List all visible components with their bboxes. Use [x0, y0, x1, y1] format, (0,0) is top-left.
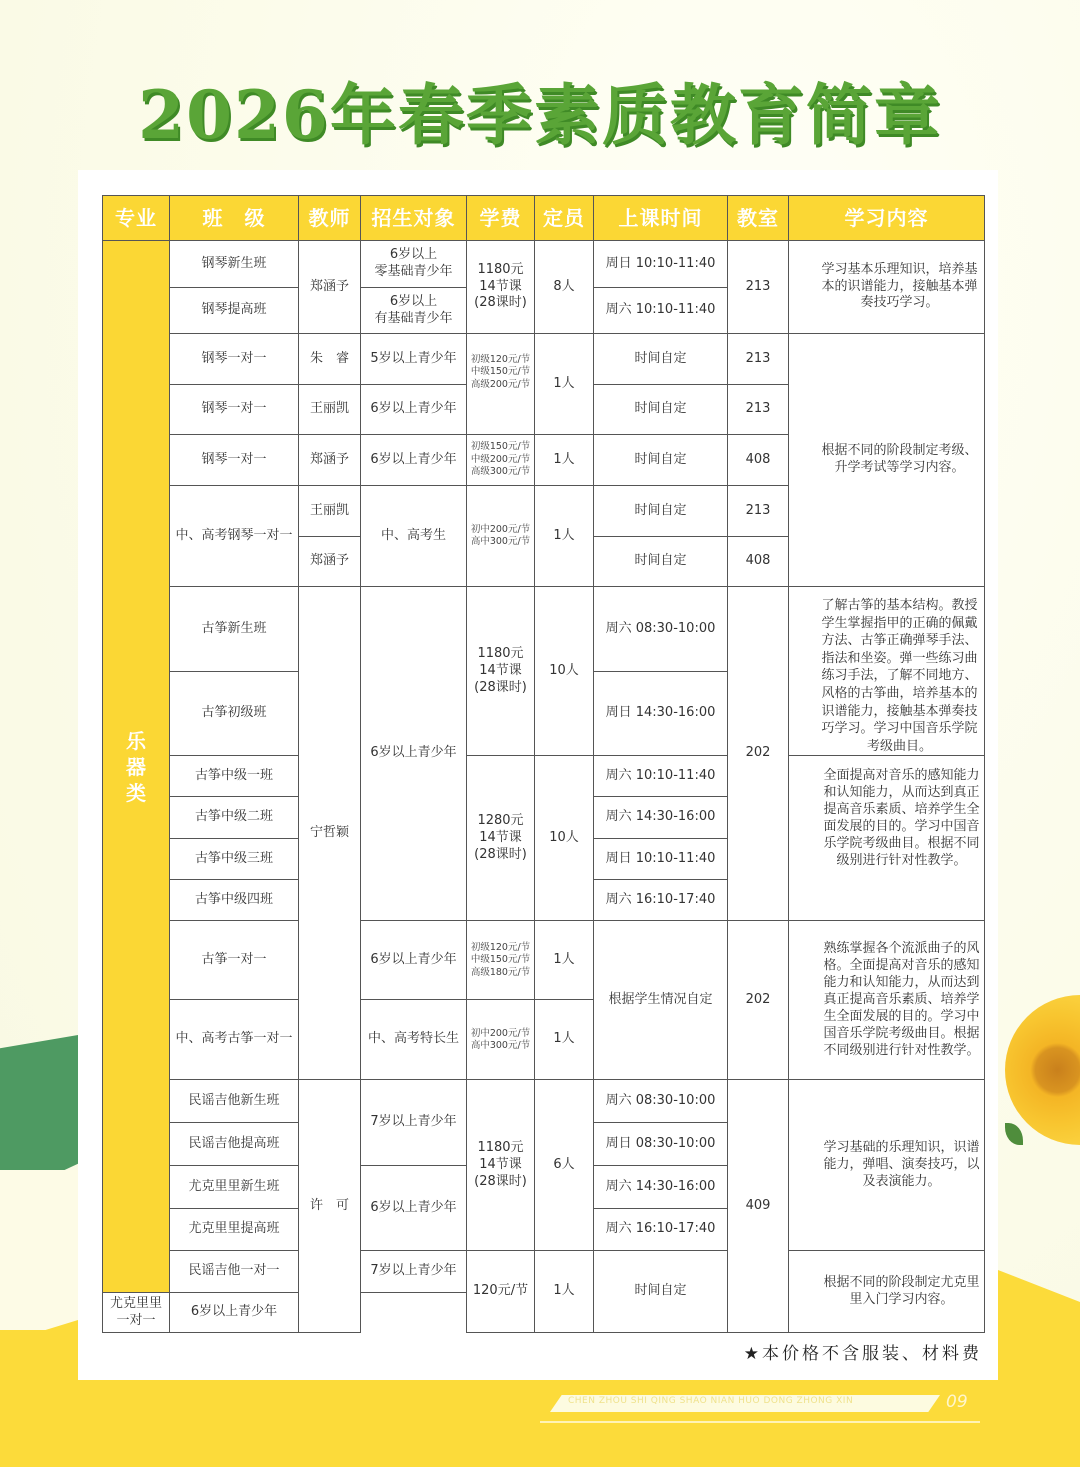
target: 6岁以上青少年	[361, 1166, 467, 1251]
content-text: 根据不同的阶段制定考级、升学考试等学习内容。	[821, 443, 978, 475]
header-teacher: 教师	[299, 196, 361, 241]
content-text: 学习基本乐理知识，培养基本的识谱能力，接触基本弹奏技巧学习。	[821, 261, 978, 311]
fee: 120元/节	[467, 1251, 535, 1333]
fee-line: 1180元	[477, 261, 524, 277]
footer-divider	[540, 1421, 980, 1423]
sunflower-petals-icon	[1005, 995, 1080, 1145]
target: 中、高考特长生	[361, 1000, 467, 1080]
fee-line: 高中300元/节	[470, 1039, 531, 1051]
fee-line: 初级120元/节	[470, 354, 531, 365]
teacher: 郑涵予	[299, 435, 361, 486]
fee-line: 高级300元/节	[470, 466, 531, 478]
teacher: 郑涵予	[299, 537, 361, 587]
fee	[467, 435, 535, 486]
fee	[467, 921, 535, 1000]
capacity: 10人	[535, 587, 594, 756]
schedule: 周六 14:30-16:00	[594, 1166, 728, 1209]
room: 409	[728, 1080, 789, 1333]
schedule: 周六 08:30-10:00	[594, 587, 728, 672]
room: 202	[728, 921, 789, 1080]
target	[361, 288, 467, 334]
capacity: 10人	[535, 756, 594, 921]
fee	[467, 1080, 535, 1251]
target-line: 6岁以上	[389, 293, 438, 309]
content-text: 根据不同的阶段制定尤克里里入门学习内容。	[823, 1274, 980, 1307]
fee-line: 高中300元/节	[470, 536, 531, 547]
class-name: 钢琴一对一	[170, 385, 299, 435]
target-line: 6岁以上	[389, 247, 438, 263]
sunflower-image	[1005, 995, 1080, 1145]
class-name: 中、高考钢琴一对一	[170, 486, 299, 587]
table-row	[103, 241, 985, 288]
table-header-row	[103, 196, 985, 241]
capacity: 1人	[535, 435, 594, 486]
capacity: 1人	[535, 921, 594, 1000]
page-number: 09	[946, 1392, 968, 1412]
room: 213	[728, 486, 789, 537]
schedule: 周六 16:10-17:40	[594, 1209, 728, 1251]
target: 6岁以上青少年	[361, 435, 467, 486]
schedule: 时间自定	[594, 334, 728, 385]
fee-line: 中级150元/节	[470, 954, 531, 966]
header-class: 班 级	[170, 196, 299, 241]
fee-line: 高级200元/节	[470, 378, 531, 390]
teacher: 王丽凯	[299, 385, 361, 435]
class-name: 钢琴新生班	[170, 241, 299, 288]
category-cell	[103, 241, 170, 1293]
target: 7岁以上青少年	[361, 1080, 467, 1166]
schedule: 时间自定	[594, 486, 728, 537]
table-row	[103, 1251, 985, 1293]
fee-line: 初级150元/节	[470, 441, 531, 453]
category-label: 乐器类	[126, 728, 146, 805]
class-name: 尤克里里提高班	[170, 1209, 299, 1251]
class-name: 古筝中级一班	[170, 756, 299, 797]
capacity: 1人	[535, 1251, 594, 1333]
class-name: 尤克里里新生班	[170, 1166, 299, 1209]
fee	[467, 486, 535, 587]
capacity: 1人	[535, 486, 594, 587]
class-name: 古筝中级四班	[170, 880, 299, 921]
header-fee: 学费	[467, 196, 535, 241]
room: 213	[728, 241, 789, 334]
course-table	[102, 195, 985, 1333]
fee	[467, 756, 535, 921]
class-name: 古筝一对一	[170, 921, 299, 1000]
fee	[467, 587, 535, 756]
header-major: 专业	[103, 196, 170, 241]
schedule: 周六 14:30-16:00	[594, 797, 728, 839]
table-row	[103, 334, 985, 385]
content-text: 全面提高对音乐的感知能力和认知能力，从而达到真正提高音乐素质、培养学生全面发展的目的。学习中国音乐学院考级曲目。根据不同级别进行针对性教学。	[823, 768, 980, 868]
header-target: 招生对象	[361, 196, 467, 241]
decorative-cream-band	[0, 1170, 78, 1350]
header-capacity: 定员	[535, 196, 594, 241]
fee-line: 14节课	[479, 278, 522, 294]
room: 202	[728, 587, 789, 921]
content-text: 学习基础的乐理知识，识谱能力，弹唱、演奏技巧，以及表演能力。	[823, 1140, 980, 1189]
teacher: 王丽凯	[299, 486, 361, 537]
header-room: 教室	[728, 196, 789, 241]
fee-line: 1180元	[477, 1140, 524, 1155]
schedule: 周日 10:10-11:40	[594, 241, 728, 288]
class-name: 民谣吉他一对一	[170, 1251, 299, 1293]
class-name: 尤克里里一对一	[103, 1293, 170, 1333]
content	[789, 921, 985, 1080]
target-line: 有基础青少年	[374, 310, 453, 326]
room: 213	[728, 385, 789, 435]
room: 408	[728, 537, 789, 587]
schedule: 时间自定	[594, 435, 728, 486]
schedule: 周日 14:30-16:00	[594, 672, 728, 756]
content	[789, 587, 985, 756]
fee-line: 14节课	[479, 662, 522, 678]
fee-line: (28课时)	[474, 295, 527, 311]
fee-line: 初级120元/节	[470, 941, 531, 953]
fee-line: (28课时)	[474, 846, 527, 862]
content-text: 了解古筝的基本结构。教授学生掌握指甲的正确的佩戴方法、古筝正确弹琴手法、指法和坐姿。弹一些练习曲练习手法，了解不同地方、风格的古筝曲，培养基本的识谱能力，接触基本弹奏技巧学习。学习中国音乐学院考级曲目。	[821, 598, 978, 754]
page-title: 2026年春季素质教育简章	[138, 76, 942, 154]
fee-line: (28课时)	[474, 1173, 527, 1189]
content	[789, 241, 985, 334]
schedule: 时间自定	[594, 537, 728, 587]
capacity: 6人	[535, 1080, 594, 1251]
price-note: ★本价格不含服装、材料费	[743, 1344, 982, 1364]
fee-line: 初中200元/节	[470, 1027, 531, 1039]
content	[789, 1080, 985, 1251]
fee-line: 高级180元/节	[470, 966, 531, 978]
class-name: 中、高考古筝一对一	[170, 1000, 299, 1080]
teacher: 许 可	[299, 1080, 361, 1333]
teacher: 宁哲颖	[299, 587, 361, 1080]
capacity: 1人	[535, 1000, 594, 1080]
fee-line: 1180元	[477, 645, 524, 661]
target: 6岁以上青少年	[361, 385, 467, 435]
class-name: 民谣吉他提高班	[170, 1123, 299, 1166]
schedule: 周六 08:30-10:00	[594, 1080, 728, 1123]
target-line: 零基础青少年	[374, 264, 453, 279]
capacity: 8人	[535, 241, 594, 334]
target	[361, 241, 467, 288]
target: 5岁以上青少年	[361, 334, 467, 385]
class-name: 古筝新生班	[170, 587, 299, 672]
header-content: 学习内容	[789, 196, 985, 241]
fee-line: 中级200元/节	[470, 453, 531, 465]
fee-line: 14节课	[479, 829, 522, 845]
fee	[467, 241, 535, 334]
fee	[467, 334, 535, 435]
schedule: 根据学生情况自定	[594, 921, 728, 1080]
content-text: 熟练掌握各个流派曲子的风格。全面提高对音乐的感知能力和认知能力，从而达到真正提高音乐素质、培养学生全面发展的目的。学习中国音乐学院考级曲目。根据不同级别进行针对性教学。	[823, 941, 980, 1058]
fee-line: 中级150元/节	[470, 366, 531, 378]
schedule: 周六 16:10-17:40	[594, 880, 728, 921]
table-row	[103, 1080, 985, 1123]
teacher: 朱 睿	[299, 334, 361, 385]
target: 7岁以上青少年	[361, 1251, 467, 1293]
class-name: 钢琴提高班	[170, 288, 299, 334]
teacher: 郑涵予	[299, 241, 361, 334]
capacity: 1人	[535, 334, 594, 435]
schedule: 周日 08:30-10:00	[594, 1123, 728, 1166]
class-name: 古筝初级班	[170, 672, 299, 756]
class-name: 民谣吉他新生班	[170, 1080, 299, 1123]
fee-line: 14节课	[479, 1156, 522, 1172]
class-name: 钢琴一对一	[170, 334, 299, 385]
class-name: 古筝中级三班	[170, 839, 299, 880]
table-row	[103, 587, 985, 672]
room: 213	[728, 334, 789, 385]
schedule: 周六 10:10-11:40	[594, 756, 728, 797]
content	[789, 756, 985, 921]
target: 6岁以上青少年	[361, 921, 467, 1000]
fee-line: (28课时)	[474, 679, 527, 695]
schedule: 周六 10:10-11:40	[594, 288, 728, 334]
sunflower-leaf-icon	[1005, 1123, 1023, 1145]
table-row	[103, 921, 985, 1000]
target: 中、高考生	[361, 486, 467, 587]
fee	[467, 1000, 535, 1080]
room: 408	[728, 435, 789, 486]
content	[789, 1251, 985, 1333]
schedule: 周日 10:10-11:40	[594, 839, 728, 880]
class-name: 钢琴一对一	[170, 435, 299, 486]
table-row	[103, 756, 985, 797]
target: 6岁以上青少年	[170, 1293, 299, 1333]
fee-line: 1280元	[477, 813, 524, 828]
footer-org-name: CHEN ZHOU SHI QING SHAO NIAN HUO DONG ZHONG XIN	[568, 1396, 854, 1406]
fee-line: 初中200元/节	[470, 523, 531, 535]
target: 6岁以上青少年	[361, 587, 467, 921]
schedule: 时间自定	[594, 1251, 728, 1333]
header-schedule: 上课时间	[594, 196, 728, 241]
content	[789, 334, 985, 587]
class-name: 古筝中级二班	[170, 797, 299, 839]
schedule: 时间自定	[594, 385, 728, 435]
